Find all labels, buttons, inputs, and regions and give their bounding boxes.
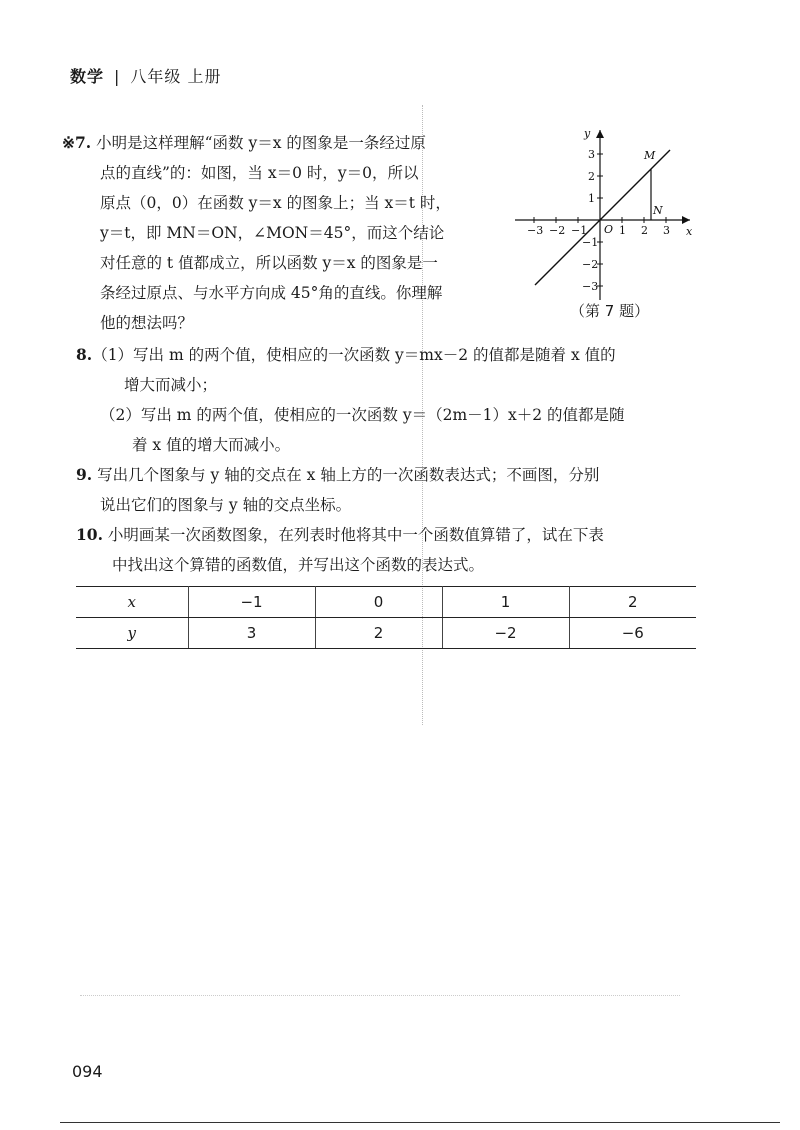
problem-7-figure [510,125,700,325]
problem-10-number: 10. [76,525,103,544]
table-row [76,618,696,649]
point-n-label: N [653,204,663,217]
problem-7-line-6: 条经过原点、与水平方向成 45°角的直线。你理解 [100,284,443,302]
figure-caption: （第 7 题） [570,302,650,320]
coordinate-plane [510,125,700,305]
problem-10 [76,520,706,580]
y-tick-label: −3 [582,280,599,293]
problem-7-line-7: 他的想法吗？ [100,314,194,332]
problem-8-line-1 [76,340,706,370]
x-tick-label: 2 [641,224,648,237]
table-cell: −2 [442,618,569,649]
y-axis-arrow [596,130,604,138]
problem-7-line-4: y＝t，即 MN＝ON，∠MON＝45°，而这个结论 [100,224,445,242]
problem-7-line-2: 点的直线”的：如图，当 x＝0 时，y＝0，所以 [100,164,419,182]
problem-9-line-2: 说出它们的图象与 y 轴的交点坐标。 [100,496,352,514]
problem-9-text-1: 写出几个图象与 y 轴的交点在 x 轴上方的一次函数表达式；不画图，分别 [97,466,600,484]
bottom-rule [60,1122,780,1123]
table-cell: 1 [442,587,569,618]
y-tick-label: 2 [588,170,595,183]
problem-9 [76,460,706,520]
table-cell: −6 [569,618,696,649]
x-tick-label: −3 [527,224,544,237]
header-separator: | [114,67,121,86]
line-y-equals-x [535,150,670,285]
problem-7-line-1 [62,128,502,158]
problem-10-line-1 [76,520,706,550]
scan-artifact-rule [80,995,680,996]
problem-7 [62,128,502,338]
problem-8-line-4: 着 x 值的增大而减小。 [132,436,291,454]
page-number: 094 [72,1062,103,1081]
origin-label: O [604,223,614,236]
x-axis-arrow [682,216,690,224]
problem-9-number: 9. [76,465,93,484]
problem-7-number: ※7. [62,133,92,152]
problem-10-line-2: 中找出这个算错的函数值，并写出这个函数的表达式。 [112,556,485,574]
problem-7-line-5: 对任意的 t 值都成立，所以函数 y＝x 的图象是一 [100,254,438,272]
table-row [76,587,696,618]
problem-8 [76,340,706,460]
x-tick-label: 1 [619,224,626,237]
table-cell: x [76,587,188,618]
point-m-label: M [644,149,656,162]
y-tick-label: −1 [582,236,599,249]
y-axis-label: y [584,127,591,140]
header-subject: 数学 [70,67,105,86]
table-cell: −1 [188,587,315,618]
problem-9-line-1 [76,460,706,490]
problem-8-number: 8. [76,345,93,364]
xy-value-table [76,586,696,649]
table-cell: 0 [315,587,442,618]
table-cell: 2 [315,618,442,649]
y-tick-label: 3 [588,148,595,161]
problem-8-text-1: （1）写出 m 的两个值，使相应的一次函数 y＝mx－2 的值都是随着 x 值的 [92,346,616,364]
problem-7-line-3: 原点（0，0）在函数 y＝x 的图象上；当 x＝t 时， [100,194,451,212]
y-tick-label: −2 [582,258,599,271]
header-grade: 八年级 上册 [130,67,222,86]
problem-8-line-2: 增大而减小； [124,376,218,394]
problem-10-text-1: 小明画某一次函数图象，在列表时他将其中一个函数值算错了，试在下表 [107,526,604,544]
table-cell: 3 [188,618,315,649]
x-tick-label: 3 [663,224,670,237]
x-axis-label: x [686,225,693,238]
x-tick-label: −1 [571,224,588,237]
page-header [70,64,222,87]
problem-8-line-3: （2）写出 m 的两个值，使相应的一次函数 y＝（2m－1）x＋2 的值都是随 [100,406,625,424]
problem-7-text-1: 小明是这样理解“函数 y＝x 的图象是一条经过原 [96,134,426,152]
table-cell: y [76,618,188,649]
table-cell: 2 [569,587,696,618]
x-tick-label: −2 [549,224,566,237]
y-tick-label: 1 [588,192,595,205]
